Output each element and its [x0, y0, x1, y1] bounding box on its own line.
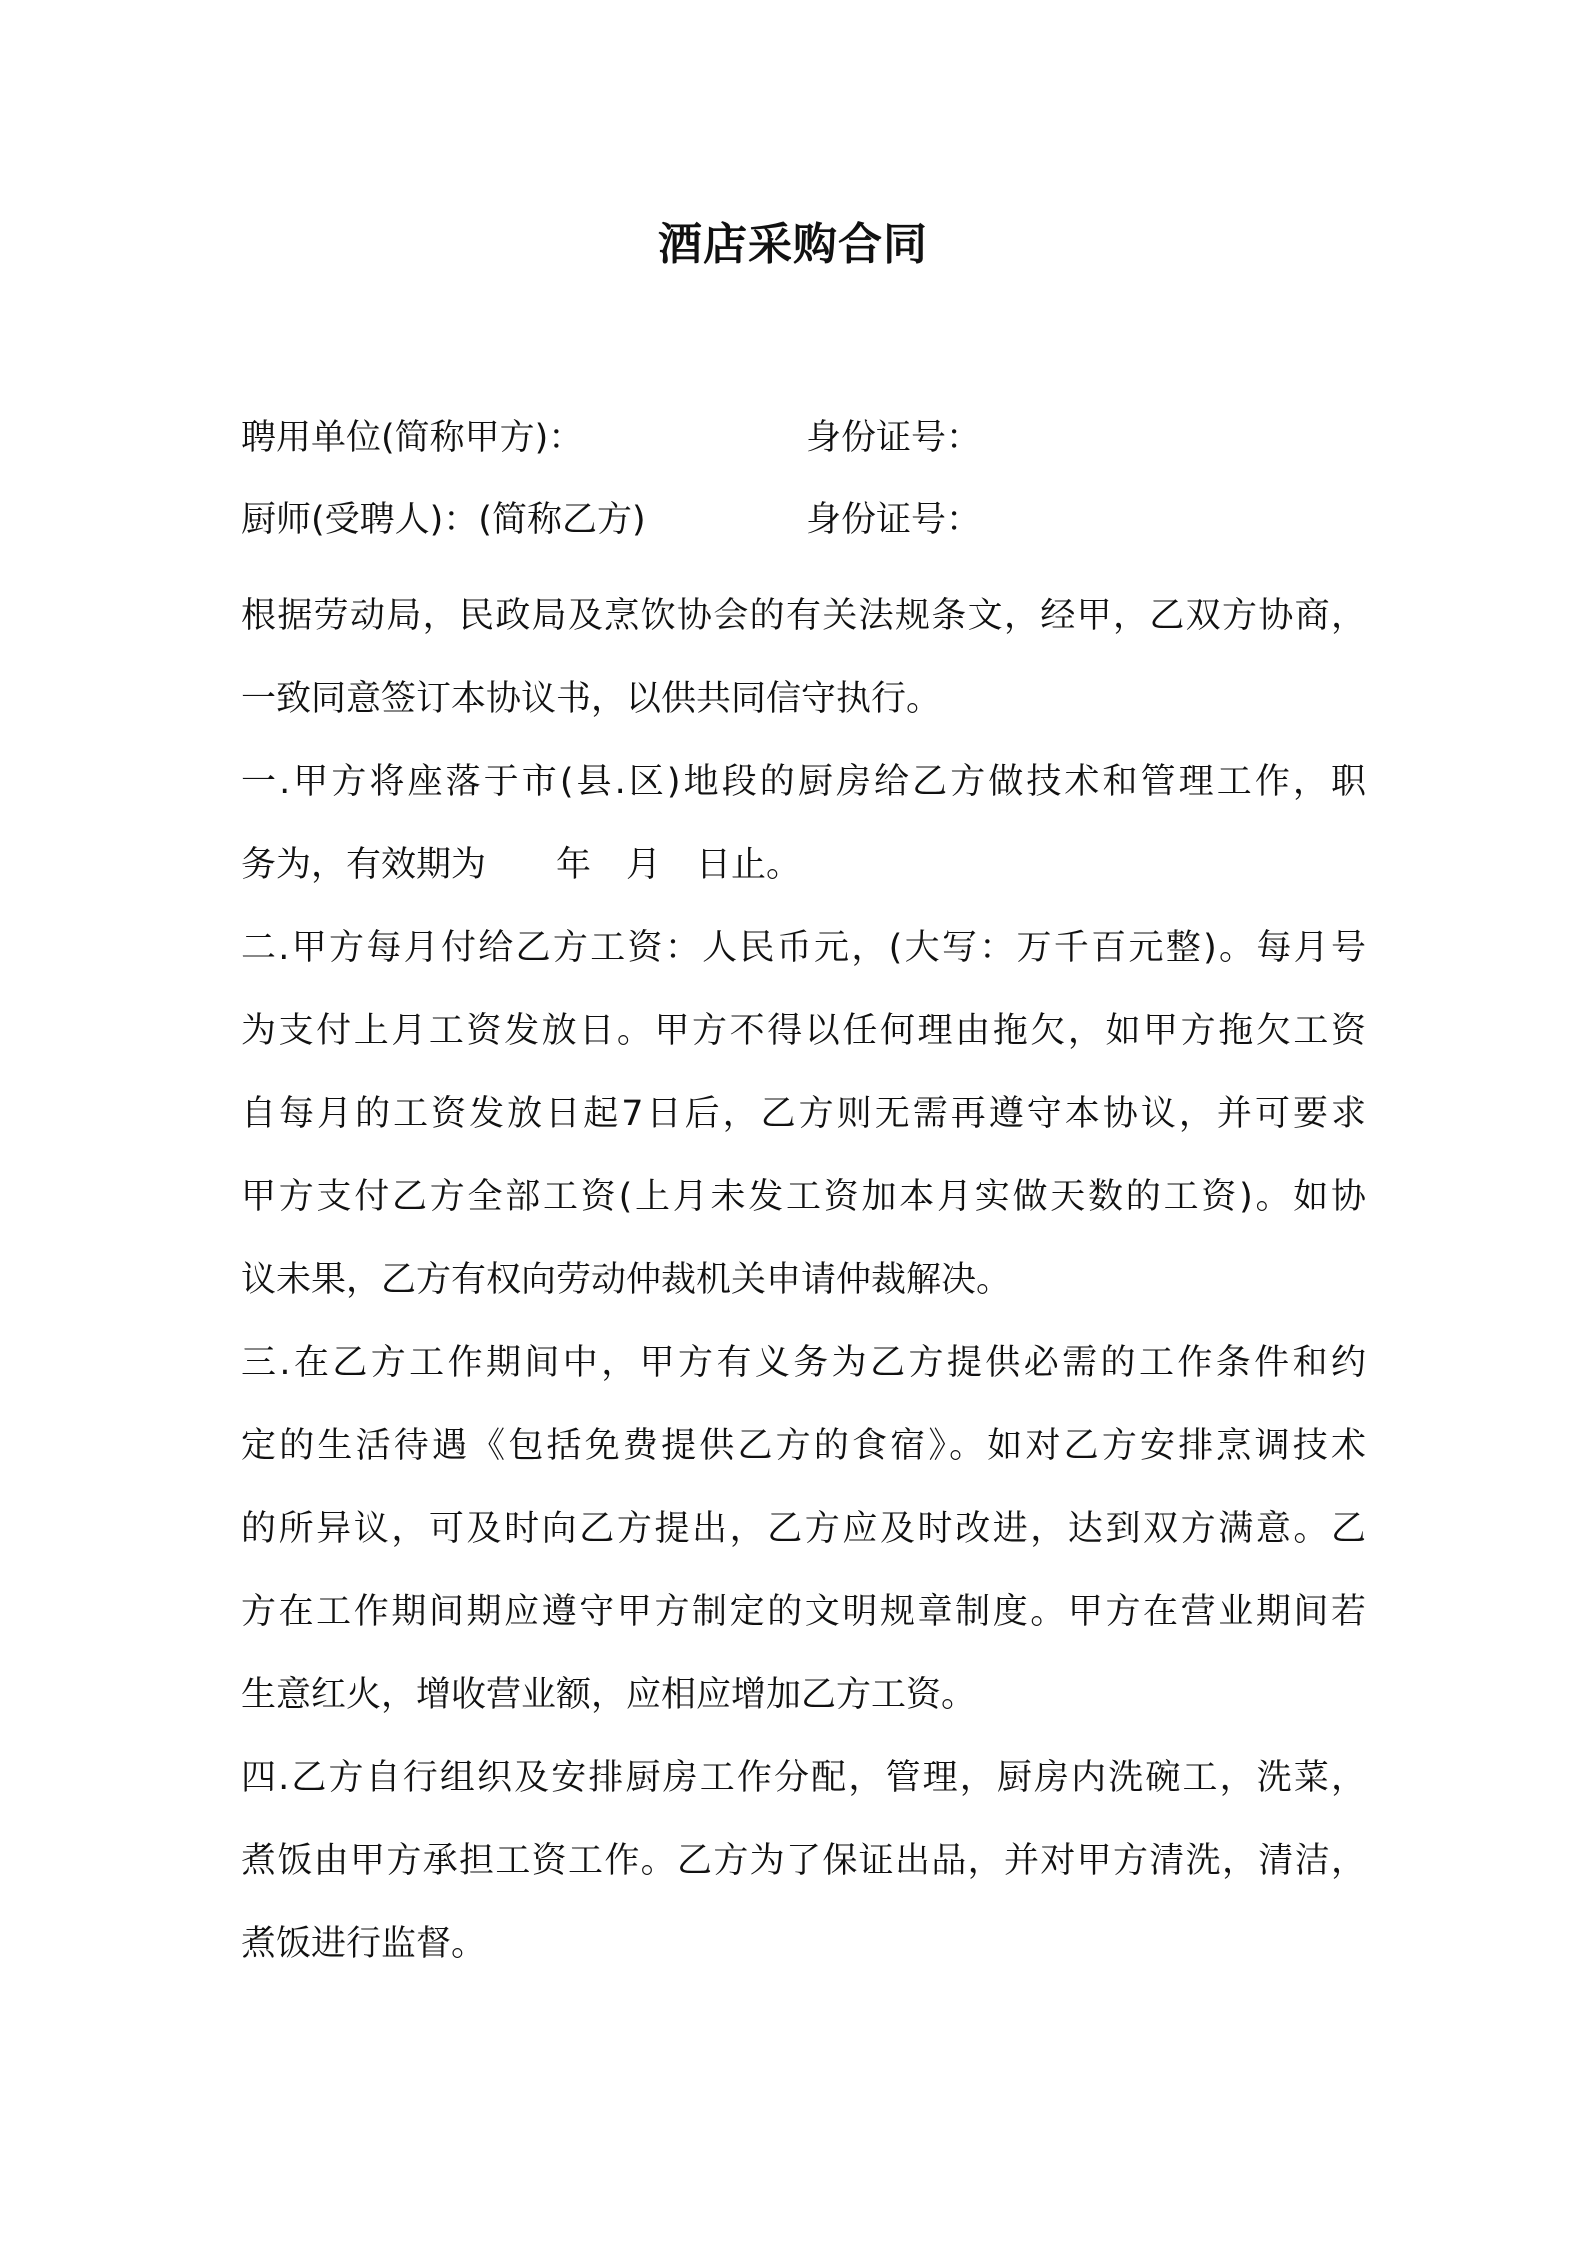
body-line: 根据劳动局，民政局及烹饮协会的有关法规条文，经甲，乙双方协商，: [241, 596, 1366, 636]
party-b-row: [241, 495, 982, 545]
clause-3-line: 三.在乙方工作期间中，甲方有义务为乙方提供必需的工作条件和约: [241, 1343, 1366, 1383]
party-b-label: 厨师(受聘人)：(简称乙方): [241, 500, 646, 540]
clause-2-line: 二.甲方每月付给乙方工资：人民币元，(大写：万千百元整)。每月号: [241, 928, 1366, 968]
clause-3-line: 定的生活待遇《包括免费提供乙方的食宿》。如对乙方安排烹调技术: [241, 1426, 1366, 1466]
clause-3-line: 方在工作期间期应遵守甲方制定的文明规章制度。甲方在营业期间若: [241, 1592, 1366, 1632]
body-line: 一致同意签订本协议书，以供共同信守执行。: [241, 679, 942, 719]
clause-4-line: 煮饭进行监督。: [241, 1924, 487, 1964]
party-b-id-label: 身份证号：: [806, 500, 982, 540]
clause-4-line: 四.乙方自行组织及安排厨房工作分配，管理，厨房内洗碗工，洗菜，: [241, 1758, 1366, 1798]
party-a-id-label: 身份证号：: [806, 418, 982, 458]
clause-1-line: 一.甲方将座落于市(县.区)地段的厨房给乙方做技术和管理工作，职: [241, 762, 1366, 802]
clause-2-line: 自每月的工资发放日起7日后，乙方则无需再遵守本协议，并可要求: [241, 1094, 1366, 1134]
clause-3-line: 的所异议，可及时向乙方提出，乙方应及时改进，达到双方满意。乙: [241, 1509, 1366, 1549]
contract-body: [241, 575, 1366, 1986]
clause-2-line: 议未果，乙方有权向劳动仲裁机关申请仲裁解决。: [241, 1260, 1012, 1300]
clause-4-line: 煮饭由甲方承担工资工作。乙方为了保证出品，并对甲方清洗，清洁，: [241, 1841, 1366, 1881]
clause-2-line: 甲方支付乙方全部工资(上月未发工资加本月实做天数的工资)。如协: [241, 1177, 1366, 1217]
document-title: 酒店采购合同: [658, 219, 928, 270]
party-a-label: 聘用单位(简称甲方)：: [241, 418, 584, 458]
party-a-row: [241, 413, 982, 463]
clause-2-line: 为支付上月工资发放日。甲方不得以任何理由拖欠，如甲方拖欠工资: [241, 1011, 1366, 1051]
clause-3-line: 生意红火，增收营业额，应相应增加乙方工资。: [241, 1675, 977, 1715]
clause-1-line: 务为，有效期为 年 月 日止。: [241, 845, 802, 885]
